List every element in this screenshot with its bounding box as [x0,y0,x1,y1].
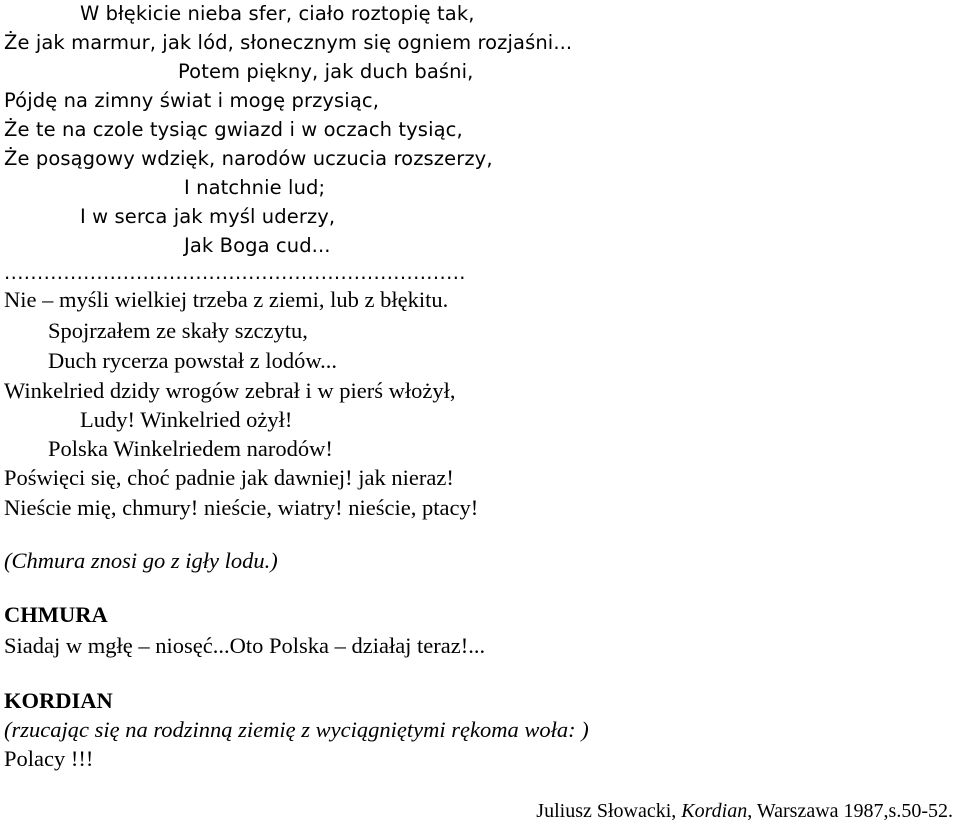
citation [536,797,953,825]
speaker-name: CHMURA [4,602,108,627]
poem-line: Nieście mię, chmury! nieście, wiatry! nieście, ptacy! [4,495,479,520]
poem-line: Nie – myśli wielkiej trzeba z ziemi, lub z błękitu. [4,287,449,312]
speech-line: Polacy !!! [4,746,94,771]
poem-line: Pójdę na zimny świat i mogę przysiąc, [4,89,379,112]
citation-details: , Warszawa 1987,s.50-52. [747,800,953,822]
poem-line: Potem piękny, jak duch baśni, [178,60,474,83]
poem-line: Ludy! Winkelried ożył! [80,407,293,432]
poem-line: Poświęci się, choć padnie jak dawniej! jak nieraz! [4,465,454,490]
poem-line: Winkelried dzidy wrogów zebrał i w pierś włożył, [4,378,456,403]
poem-line: Jak Boga cud... [184,234,331,257]
poem-line: Że te na czole tysiąc gwiazd i w oczach tysiąc, [4,118,463,141]
speaker-name: KORDIAN [4,688,113,713]
poem-line: Że jak marmur, jak lód, słonecznym się ogniem rozjaśni... [4,31,573,54]
stage-direction: (Chmura znosi go z igły lodu.) [4,548,278,573]
poem-line: W błękicie nieba sfer, ciało roztopię tak, [80,2,475,25]
citation-title: Kordian [681,800,748,822]
poem-line: I w serca jak myśl uderzy, [80,205,336,228]
poem-line: Spojrzałem ze skały szczytu, [48,318,308,343]
poem-line: Że posągowy wdzięk, narodów uczucia rozszerzy, [4,147,493,170]
poem-line: Duch rycerza powstał z lodów... [48,348,338,373]
poem-line: I natchnie lud; [184,176,326,199]
stage-direction: (rzucając się na rodzinną ziemię z wyciągniętymi rękoma woła: ) [4,717,589,742]
speech-line: Siadaj w mgłę – niosęć...Oto Polska – działaj teraz!... [4,633,486,658]
citation-author: Juliusz Słowacki, [536,800,682,822]
poem-line: Polska Winkelriedem narodów! [48,436,333,461]
ellipsis-divider: ...................................................................... [4,261,466,284]
